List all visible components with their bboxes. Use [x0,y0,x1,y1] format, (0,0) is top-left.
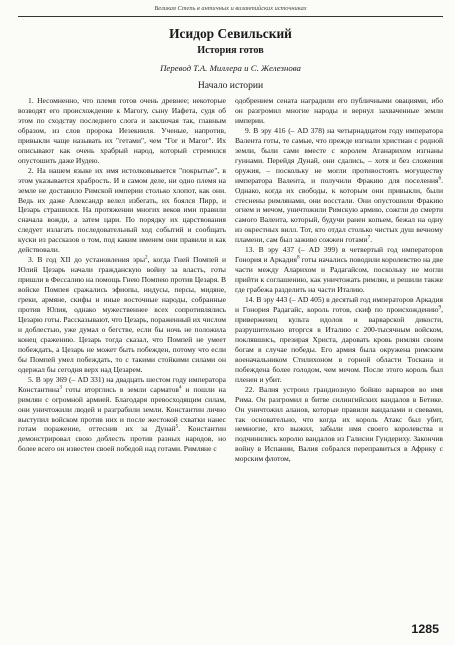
footnote-ref: 8 [297,254,300,261]
footnote-ref: 7 [367,234,371,241]
document-page [18,0,443,645]
right-column [235,96,443,596]
paragraph: одобрением сената наградили его публичными овациями, ибо он разгромил многие народы и вернул захваченные земли империи. [235,96,443,125]
paragraph: 14. В эру 443 (– AD 405) в десятый год императоров Аркадия и Гонория Радагайс, король готов, скиф по происхождению$^9$, приверженец культа идолов и варварской дикости, разрушительно вторгся в Италию с 200-тысячным войском, поклявшись, презирая Христа, даровать кровь римлян своим богам в случае победы. Его армия была окружена римским военачальником Стилихоном в горной области Тоскана и побеждена более голодом, чем мечом. После этого король был пленен и убит. [235,295,443,384]
page-number: 1285 [411,622,439,636]
paragraph: 5. В эру 369 (– AD 331) на двадцать шестом году императора Константина$^3$ готы вторглись в земли сарматов$^4$ и пошли на римлян с огромной армией. Благодаря превосходящим силам, они уничтожили людей и разграбили земли. Константин лично выступил войском против них и после жестокой схватки нанес готам поражение, оттеснив их за Дунай$^5$. Константин демонстрировал свою доблесть против разных народов, но более всего он известен своей победой над готами. Римляне с [18,374,227,454]
document-title: Исидор Севильский [169,26,292,41]
footnote-ref: 2 [145,254,148,261]
footnote-ref: 3 [59,384,62,391]
translators-credit: Перевод Т.А. Миллера и С. Железнова [160,63,301,73]
paragraph: 13. В эру 437 (– AD 399) в четвертый год императоров Гонория и Аркадия$^8$ готы начались поводили королевство на две части между Аларихом и Радагайсом, поскольку не могли прийти к соглашению, как уничтожать римлян, и решили также где грабежа разделить на части Италию. [235,245,444,295]
footnote-ref: 4 [178,384,182,391]
document-subtitle: История готов [197,45,264,56]
footnote-ref: 6 [438,175,442,182]
paragraph: 3. В год XII до установления эры$^2$, когда Гней Помпей и Юлий Цезарь начали гражданскую войну за власть, готы пришли в Фессалию на помощь Гнею Помпею против Цезаря. В войске Помпея сражались эфиопы, индусы, персы, мидяне, греки, армяне, скифы и иные восточные народы, собранные против Юлия, однако мужественнее всех сопротивлялись Цезарю готы. Рассказывают, что Цезарь, пораженный их числом и доблестью, уже думал о бегстве, если бы ночь не положила конец сражению. Цезарь тогда сказал, что Помпей не умеет побеждать, а Цезарь не может быть побежден, потому что если бы Помпей умел побеждать, то с такими стойкими силами он одержал бы сегодня верх над Цезарем. [18,254,226,374]
running-head: Великая Степь в античных и византийских источниках [154,5,307,12]
paragraph: 1. Несомненно, что племя готов очень древнее; некоторые возводят его происхождение к Магогу, сыну Иафета, судя об этом по сходству последнего слога и заключая так, главным образом, из слов пророка Иезекииля. Ученые, напротив, привыкли чаще называть их "гетами", чем "Гог и Магог". Их описывают как очень храбрый народ, который стремился опустошить даже Иудею. [18,96,226,165]
section-heading: Начало истории [197,80,264,91]
header-rule [18,16,443,17]
footnote-ref: 5 [175,423,179,430]
paragraph: 2. На нашем языке их имя истолковывается "покрытые", в этом указывается храбрость. И в самом деле, ни одно племя на земле не доставило Римской империи столько хлопот, как они. Ведь их даже Александр велел избегать, их боялся Пирр, и Цезарь страшился. На протяжении многих веков ими правили сначала вожди, а затем цари. По порядку их царствования следует излагать последовательный ход событий и сообщать куски из рассказов о том, под каким именем они правили и как действовали. [18,165,226,255]
paragraph: 9. В эру 416 (– AD 378) на четырнадцатом году императора Валента готы, те самые, что прежде изгнали христиан с родной земли, были сами вместе с королем Атанарихом изгнаны гуннами. Перейдя Дунай, они сдались, – хотя и без сложения оружия, – поскольку не могли противостоять могуществу императора Валента, и получили Фракию для поселения$^6$. Однако, когда их свободы, к которым они привыкли, были стеснены римлянами, они восстали. Они опустошили Фракию огнем и мечом, уничтожили Римскую армию, сожгли до смерти самого Валента, который, будучи ранен копьем, бежал на одну из окрестных вилл. Тот, кто отдал столько чистых душ вечному пламени, сам был заживо сожжен готами$^7$. [235,125,443,245]
paragraph: 22. Валия устроил грандиозную бойню варваров во имя Рима. Он разгромил в битве силингийских вандалов в Бетике. Он уничтожил аланов, которые правили вандалами и свевами, так основательно, что когда их король Атакс был убит, немногие, кто выжил, забыли имя своего королевства и подчинились королю вандалов из Галисии Гундериху. Закончив войну в Испании, Валия собрался переправиться в Африку с морским флотом, [235,384,443,464]
left-column [18,96,226,596]
footnote-ref: 9 [438,304,442,311]
